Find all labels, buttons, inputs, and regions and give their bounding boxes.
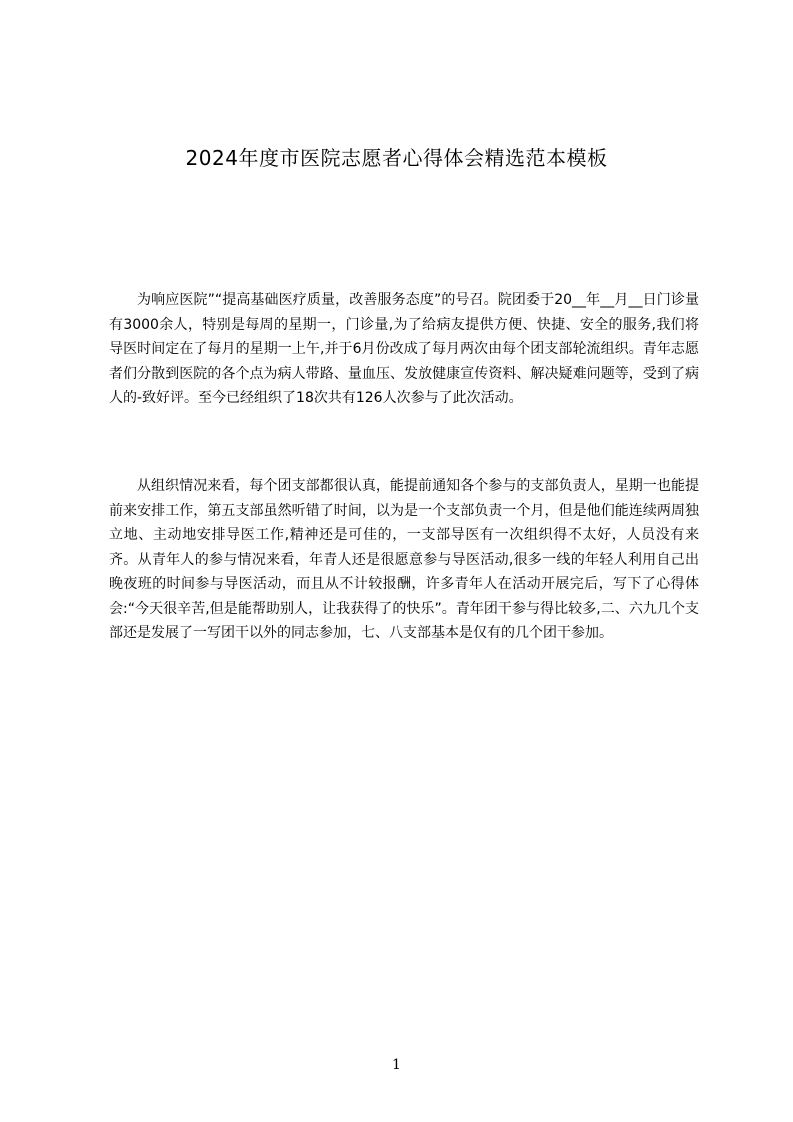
document-title: 2024年度市医院志愿者心得体会精选范本模板: [185, 146, 608, 170]
body-paragraph-1: 为响应医院”“提高基础医疗质量，改善服务态度”的号召。院团委于20__年__月__日门诊量有3000余人，特别是每周的星期一，门诊量,为了给病友提供方便、快捷、安全的服务,我们将导医时间定在了每月的星期一上午,并于6月份改成了每月两次由每个团支部轮流组织。青年志愿者们分散到医院的各个点为病人带路、量血压、发放健康宣传资料、解决疑难问题等，受到了病人的-致好评。至今已经组织了18次共有126人次参与了此次活动。: [109, 292, 699, 406]
page-number: 1: [392, 1057, 401, 1073]
body-paragraph-2: 从组织情况来看，每个团支部都很认真，能提前通知各个参与的支部负责人，星期一也能提前来安排工作，第五支部虽然听错了时间，以为是一个支部负责一个月，但是他们能连续两周独立地、主动地安排导医工作,精神还是可佳的，一支部导医有一次组织得不太好，人员没有来齐。从青年人的参与情况来看，年青人还是很愿意参与导医活动,很多一线的年轻人利用自己出晚夜班的时间参与导医活动，而且从不计较报酬，许多青年人在活动开展完后，写下了心得体会:“今天很辛苦,但是能帮助别人，让我获得了的快乐”。青年团干参与得比较多,二、六九几个支部还是发展了一写团干以外的同志参加，七、八支部基本是仅有的几个团干参加。: [109, 478, 699, 641]
